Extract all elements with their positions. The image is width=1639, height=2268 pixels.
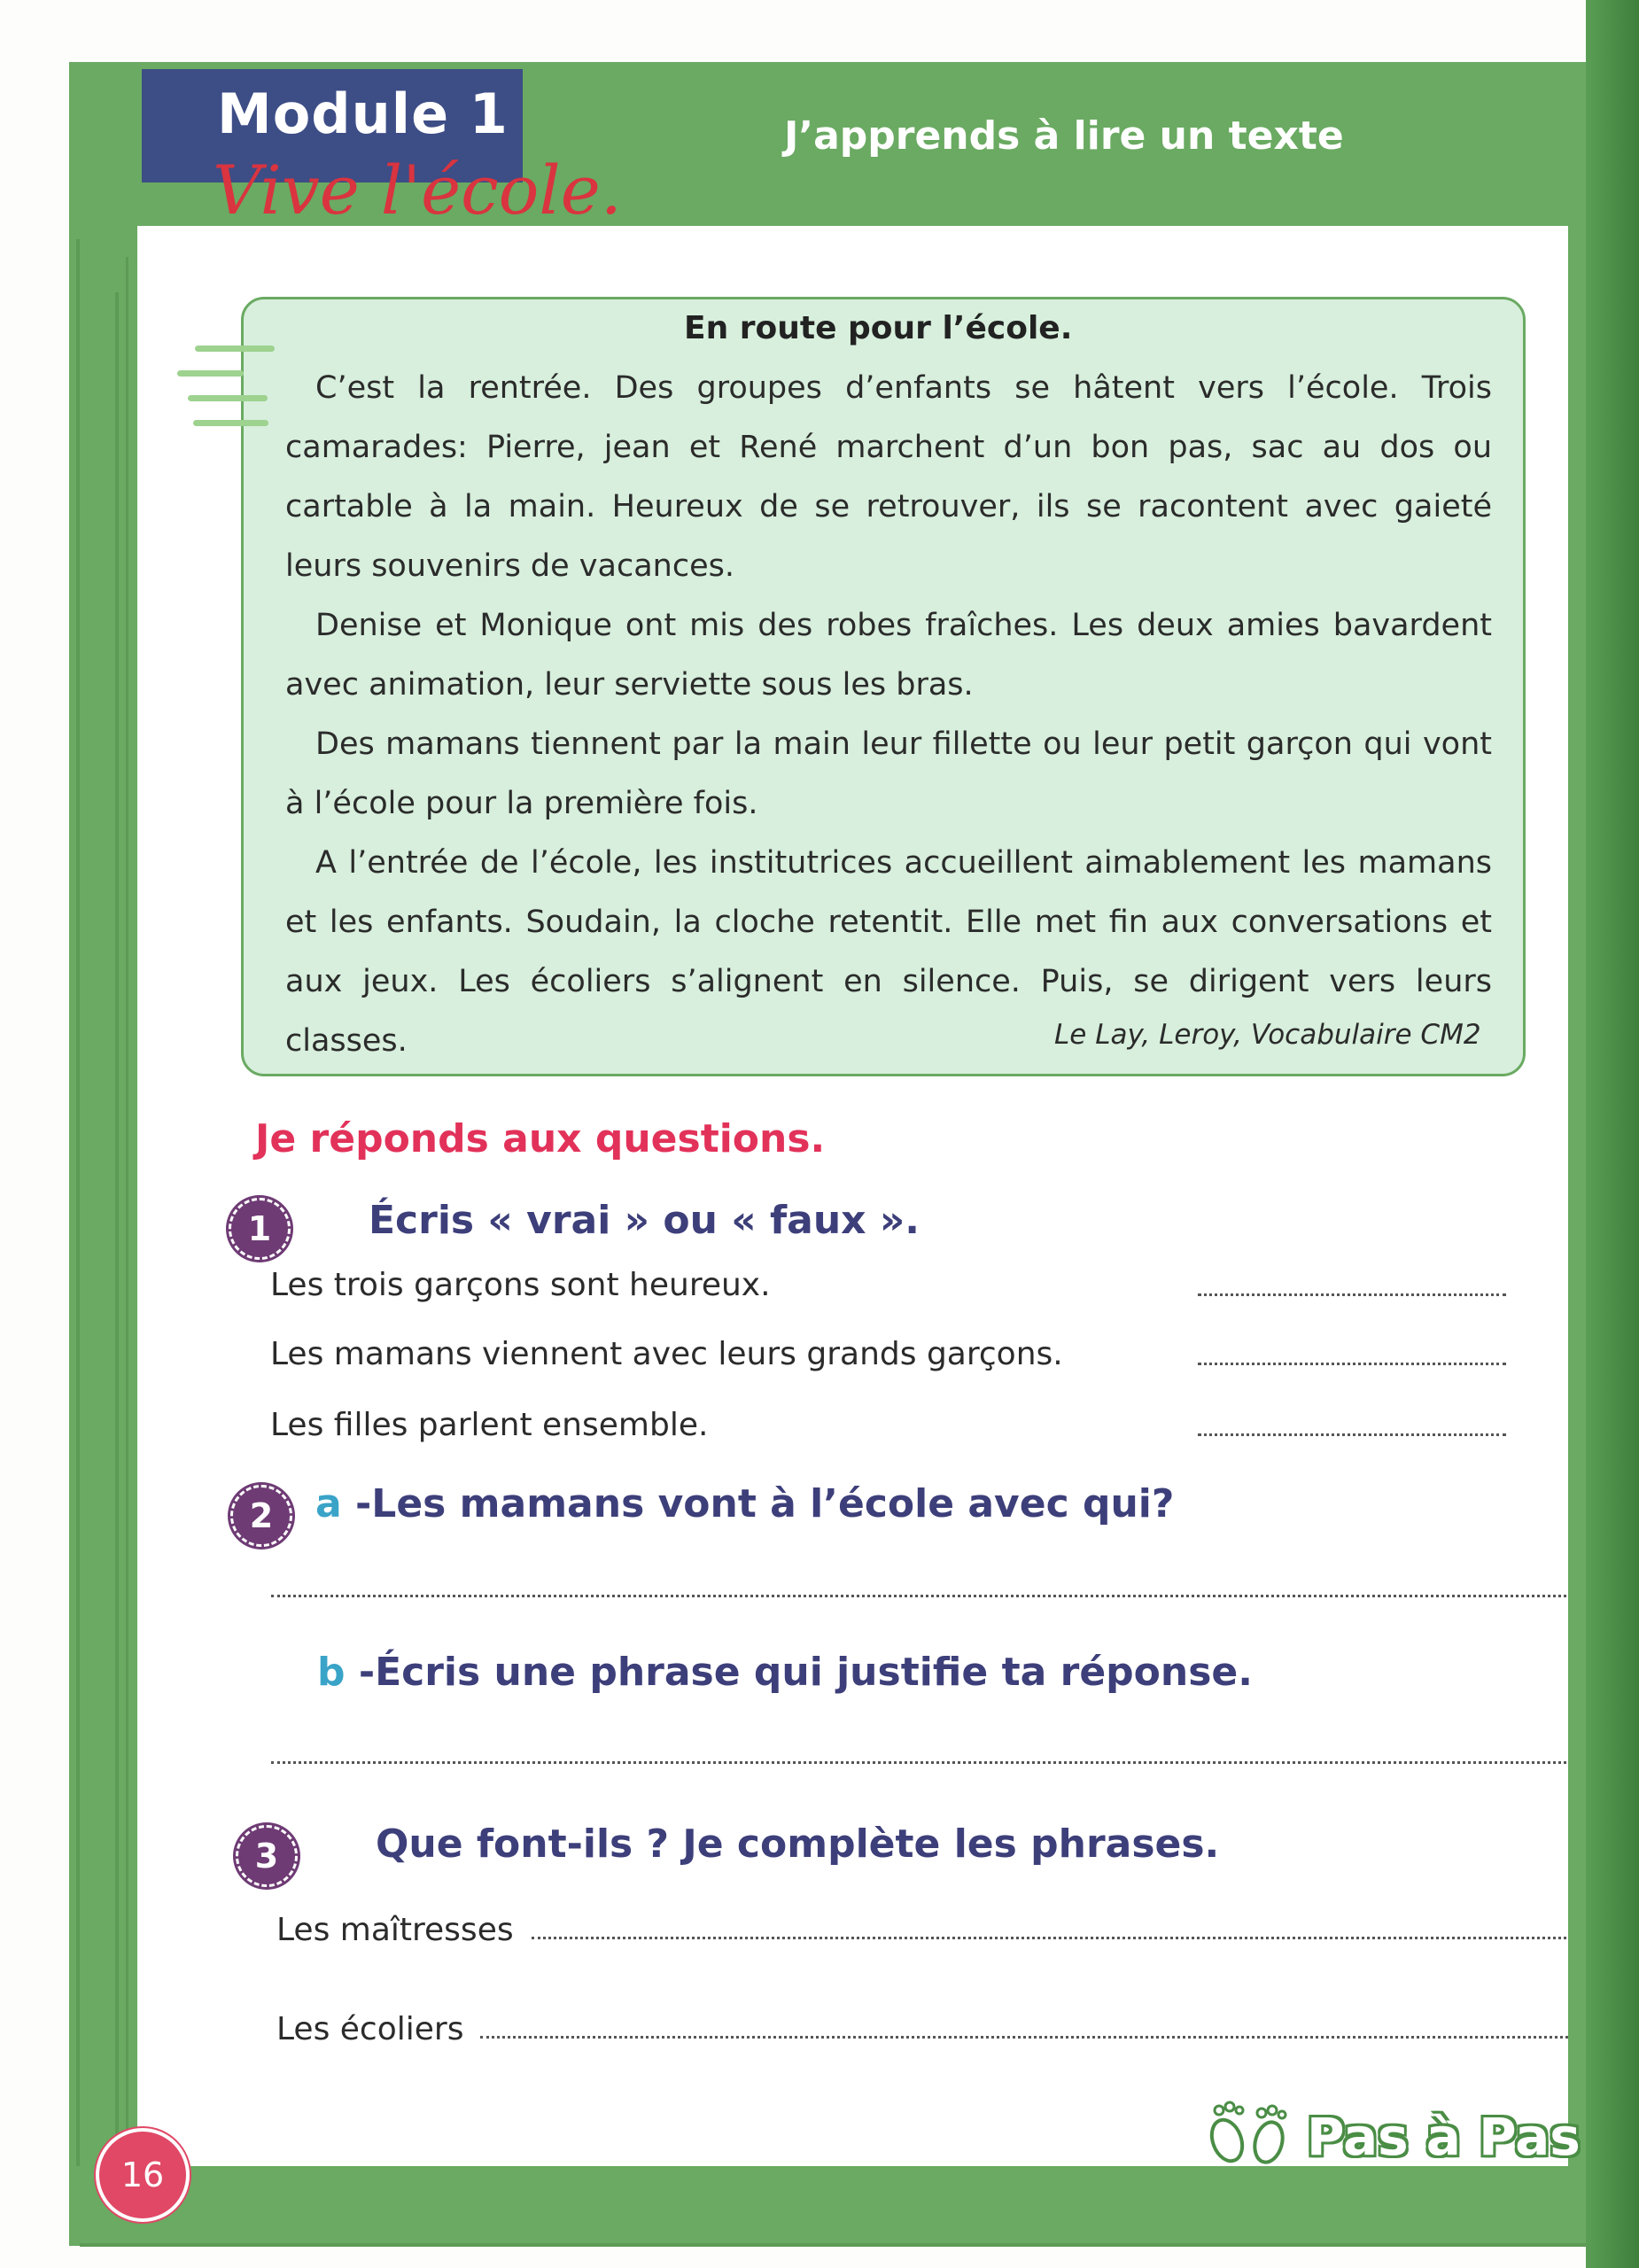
decorative-line — [195, 346, 275, 352]
answer-field-2a[interactable] — [271, 1595, 1566, 1597]
frame-line-left-2 — [115, 292, 119, 2135]
answer-field-3a[interactable] — [532, 1937, 1566, 1939]
question-2b-heading — [317, 1650, 1253, 1695]
question-3-heading: Que font-ils ? Je complète les phrases. — [376, 1821, 1220, 1867]
passage-paragraph: A l’entrée de l’école, les institutrices accueillent aimablement les mamans et les enfants. Soudain, la cloche retentit. Elle met fin aux conversations et aux jeux. Les écoliers s’alignent en silence. Puis, se dirigent vers leurs classes. — [285, 845, 1492, 1059]
completion-prompt-2: Les écoliers — [276, 2011, 464, 2047]
decorative-line — [193, 420, 268, 426]
answer-field-2b[interactable] — [271, 1761, 1566, 1764]
frame-line-bottom — [80, 2243, 1586, 2247]
answer-field-3b[interactable] — [480, 2036, 1568, 2039]
statement-2: Les mamans viennent avec leurs grands garçons. — [270, 1336, 1063, 1372]
answer-field-1[interactable] — [1198, 1293, 1506, 1296]
passage-paragraph: Denise et Monique ont mis des robes fraîches. Les deux amies bavardent avec animation, leur serviette sous les bras. — [285, 608, 1492, 703]
module-subtitle: Vive l'école. — [213, 151, 622, 229]
question-number-badge: 1 — [229, 1198, 291, 1260]
answer-field-3[interactable] — [1198, 1433, 1506, 1436]
completion-prompt-1: Les maîtresses — [276, 1912, 514, 1948]
passage-body — [285, 359, 1492, 1071]
bottom-green-band — [69, 2166, 1586, 2228]
module-title: Module 1 — [217, 82, 509, 146]
decorative-line — [177, 370, 244, 377]
question-2a-heading — [315, 1481, 1174, 1526]
question-2a-text: -Les mamans vont à l’école avec qui? — [341, 1481, 1175, 1526]
footprints-icon — [1196, 2098, 1302, 2169]
passage-title: En route pour l’école. — [684, 310, 1073, 346]
decorative-line — [188, 395, 268, 401]
page-number: 16 — [96, 2128, 190, 2222]
section-title: J’apprends à lire un texte — [784, 113, 1344, 159]
statement-3: Les filles parlent ensemble. — [270, 1407, 709, 1443]
frame-line-left-1 — [76, 239, 80, 2188]
question-2a-letter: a — [315, 1481, 342, 1526]
questions-title: Je réponds aux questions. — [255, 1116, 826, 1161]
brand-logo-text: Pas à Pas — [1307, 2107, 1581, 2167]
passage-paragraph: C’est la rentrée. Des groupes d’enfants se hâtent vers l’école. Trois camarades: Pierre, jean et René marchent d’un bon pas, sac au dos ou cartable à la main. Heureux de se retrouver, ils se racontent avec gaieté leurs souvenirs de vacances. — [285, 370, 1492, 584]
question-number-badge: 2 — [230, 1485, 292, 1547]
answer-field-2[interactable] — [1198, 1363, 1506, 1365]
question-2b-text: -Écris une phrase qui justifie ta réponse. — [345, 1650, 1253, 1695]
question-number-badge: 3 — [236, 1825, 298, 1887]
page-edge-strip — [1586, 0, 1639, 2268]
passage-source: Le Lay, Leroy, Vocabulaire CM2 — [1054, 1019, 1481, 1051]
question-2b-letter: b — [317, 1650, 346, 1695]
statement-1: Les trois garçons sont heureux. — [270, 1267, 771, 1303]
question-1-heading: Écris « vrai » ou « faux ». — [369, 1198, 920, 1243]
frame-line-left-3 — [126, 257, 128, 2135]
passage-paragraph: Des mamans tiennent par la main leur fillette ou leur petit garçon qui vont à l’école pour la première fois. — [285, 726, 1492, 821]
